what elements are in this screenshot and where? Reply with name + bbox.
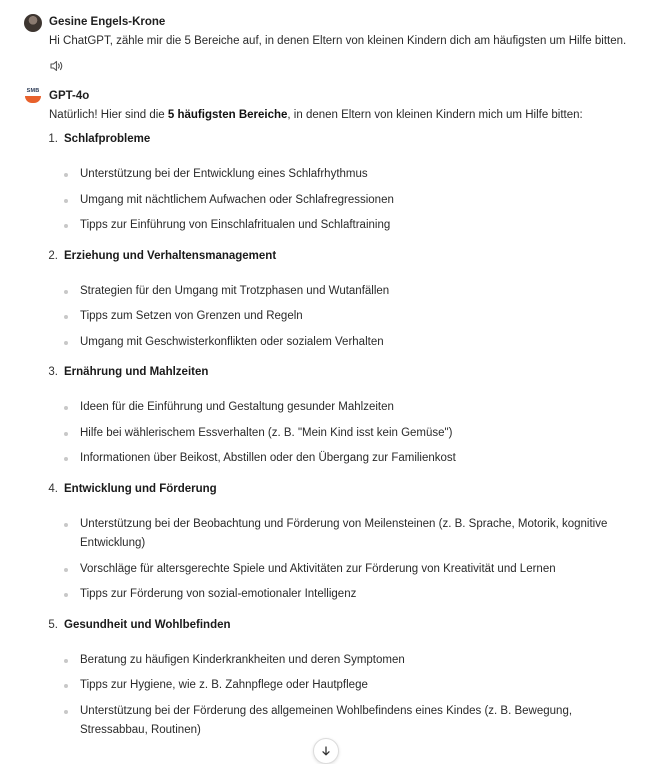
speaker-icon[interactable] xyxy=(50,60,64,72)
arrow-down-icon xyxy=(321,746,331,756)
section-number: 1. xyxy=(48,133,58,145)
bullet-item xyxy=(80,282,624,302)
bullet-list xyxy=(24,398,624,469)
bullet-item xyxy=(80,398,624,418)
assistant-avatar-wave xyxy=(25,96,41,103)
bullet-item xyxy=(80,216,624,236)
bullet-text: Ideen für die Einführung und Gestaltung gesunder Mahlzeiten xyxy=(80,401,394,413)
bullet-list xyxy=(24,515,624,605)
bullet-item xyxy=(80,191,624,211)
bullet-item xyxy=(80,585,624,605)
scroll-down-button[interactable] xyxy=(313,738,339,764)
bullet-text: Beratung zu häufigen Kinderkrankheiten und deren Symptomen xyxy=(80,653,405,666)
bullet-list xyxy=(24,165,624,236)
bullet-item xyxy=(80,165,624,185)
section-number: 4. xyxy=(48,482,58,495)
section-title-text: Gesundheit und Wohlbefinden xyxy=(64,618,231,631)
bullet-item xyxy=(80,307,624,327)
user-avatar xyxy=(24,14,42,32)
user-message-text: Hi ChatGPT, zähle mir die 5 Bereiche auf, in denen Eltern von kleinen Kindern dich am häufigsten um Hilfe bitten. xyxy=(49,35,627,47)
bullet-item xyxy=(80,449,624,469)
bullet-item xyxy=(80,560,624,580)
section-title xyxy=(24,483,624,501)
intro-pre: Natürlich! Hier sind die xyxy=(49,109,168,121)
answer-content xyxy=(24,133,624,755)
section-item xyxy=(24,250,624,353)
bullet-list xyxy=(24,282,624,353)
intro-post: , in denen Eltern von kleinen Kindern mich um Hilfe bitten: xyxy=(287,109,583,121)
bullet-text: Unterstützung bei der Förderung des allgemeinen Wohlbefindens eines Kindes (z. B. Bewegung, Stressabbau, Routinen) xyxy=(80,704,573,736)
bullet-text: Vorschläge für altersgerechte Spiele und Aktivitäten zur Förderung von Kreativität und Lernen xyxy=(80,562,556,575)
bullet-text: Tipps zum Setzen von Grenzen und Regeln xyxy=(80,310,303,322)
bullet-text: Strategien für den Umgang mit Trotzphasen und Wutanfällen xyxy=(80,284,390,297)
assistant-avatar xyxy=(24,88,42,106)
bullet-text: Unterstützung bei der Entwicklung eines Schlafrhythmus xyxy=(80,168,368,180)
bullet-item xyxy=(80,702,624,741)
bullet-text: Unterstützung bei der Beobachtung und Förderung von Meilensteinen (z. B. Sprache, Motorik, kognitive Entwicklung) xyxy=(80,517,608,549)
bullet-text: Hilfe bei wählerischem Essverhalten (z. B. "Mein Kind isst kein Gemüse") xyxy=(80,426,453,439)
bullet-item xyxy=(80,651,624,671)
section-item xyxy=(24,133,624,236)
section-title-text: Schlafprobleme xyxy=(64,133,151,145)
bullet-item xyxy=(80,676,624,696)
assistant-name: GPT-4o xyxy=(49,90,90,102)
bullet-text: Tipps zur Förderung von sozial-emotionaler Intelligenz xyxy=(80,588,357,600)
bullet-item xyxy=(80,333,624,353)
section-number: 5. xyxy=(48,618,58,631)
section-item xyxy=(24,483,624,605)
section-number: 2. xyxy=(48,249,58,262)
section-title xyxy=(24,133,624,151)
bullet-text: Umgang mit Geschwisterkonflikten oder sozialem Verhalten xyxy=(80,335,384,348)
user-name: Gesine Engels-Krone xyxy=(49,16,166,28)
section-title xyxy=(24,250,624,268)
section-title-text: Entwicklung und Förderung xyxy=(64,482,217,495)
bullet-text: Tipps zur Einführung von Einschlafritualen und Schlaftraining xyxy=(80,219,391,231)
bullet-item xyxy=(80,424,624,444)
assistant-avatar-text: SMB xyxy=(26,88,40,94)
section-item xyxy=(24,619,624,741)
bullet-text: Umgang mit nächtlichem Aufwachen oder Schlafregressionen xyxy=(80,193,394,206)
intro-bold: 5 häufigsten Bereiche xyxy=(167,109,288,121)
section-number: 3. xyxy=(48,366,58,378)
section-title xyxy=(24,366,624,384)
assistant-intro xyxy=(49,109,583,121)
bullet-text: Informationen über Beikost, Abstillen oder den Übergang zur Familienkost xyxy=(80,452,456,464)
bullet-list xyxy=(24,651,624,741)
section-title-text: Erziehung und Verhaltensmanagement xyxy=(64,249,277,262)
section-item xyxy=(24,366,624,469)
section-title-text: Ernährung und Mahlzeiten xyxy=(64,366,209,378)
bullet-item xyxy=(80,515,624,554)
section-title xyxy=(24,619,624,637)
bullet-text: Tipps zur Hygiene, wie z. B. Zahnpflege oder Hautpflege xyxy=(80,679,368,691)
